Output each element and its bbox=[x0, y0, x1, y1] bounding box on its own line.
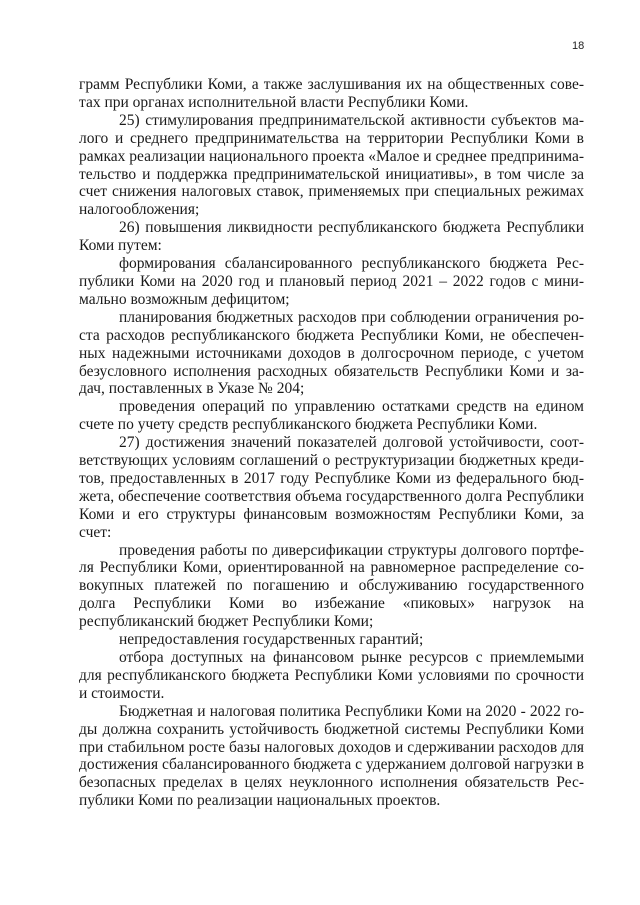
paragraph-item-26-operations: проведения операций по управлению остатками средств на едином счете по учету средств республиканского бюджета Республики Коми. bbox=[79, 398, 584, 434]
paragraph-continuation: грамм Республики Коми, а также заслушивания их на общественных сове-тах при органах исполнительной власти Республики Коми. bbox=[79, 76, 584, 111]
paragraph-item-25: 25) стимулирования предпринимательской активности субъектов ма-лого и среднего предпринимательства на территории Республики Коми в рамках реализации национального проекта «Малое и среднее предпринима-тельство и поддержка предпринимательской инициативы», в том числе за счет снижения налоговых ставок, применяемых при специальных режимах налогообложения; bbox=[79, 111, 584, 219]
paragraph-item-27-diversification: проведения работы по диверсификации структуры долгового портфе-ля Республики Коми, ориентированной на равномерное распределение со-вокупных платежей по погашению и обслуживанию государственного долга Республики Коми во избежание «пиковых» нагрузок на республиканский бюджет Республики Коми; bbox=[79, 541, 584, 631]
paragraph-item-27: 27) достижения значений показателей долговой устойчивости, соот-ветствующих условиям соглашений о реструктуризации бюджетных креди-тов, предоставленных в 2017 году Республике Коми из федерального бюд-жета, обеспечение соответствия объема государственного долга Республики Коми и его структуры финансовым возможностям Республики Коми, за счет: bbox=[79, 434, 584, 541]
paragraph-item-27-selection: отбора доступных на финансовом рынке ресурсов с приемлемыми для республиканского бюджета Республики Коми условиями по срочности и стоимости. bbox=[79, 649, 584, 702]
paragraph-conclusion: Бюджетная и налоговая политика Республики Коми на 2020 - 2022 го-ды должна сохранить устойчивость бюджетной системы Республики Коми при стабильном росте базы налоговых доходов и сдерживании расходов для достижения сбалансированного бюджета с удержанием долговой нагрузки в безопасных пределах в целях неуклонного исполнения обязательств Рес-публики Коми по реализации национальных проектов. bbox=[79, 702, 584, 810]
paragraph-item-27-guarantees: непредоставления государственных гарантий; bbox=[119, 631, 424, 649]
paragraph-item-26-planning: планирования бюджетных расходов при соблюдении ограничения ро-ста расходов республиканского бюджета Республики Коми, не обеспечен-ных надежными источниками доходов в долгосрочном периоде, с учетом безусловного исполнения расходных обязательств Республики Коми и за-дач, поставленных в Указе № 204; bbox=[79, 308, 584, 398]
document-body bbox=[79, 76, 584, 810]
paragraph-item-26-formation: формирования сбалансированного республиканского бюджета Рес-публики Коми на 2020 год и плановый период 2021 – 2022 годов с мини-мально возможным дефицитом; bbox=[79, 255, 584, 308]
page-number: 18 bbox=[572, 40, 585, 52]
paragraph-item-26: 26) повышения ликвидности республиканского бюджета Республики Коми путем: bbox=[79, 219, 584, 255]
